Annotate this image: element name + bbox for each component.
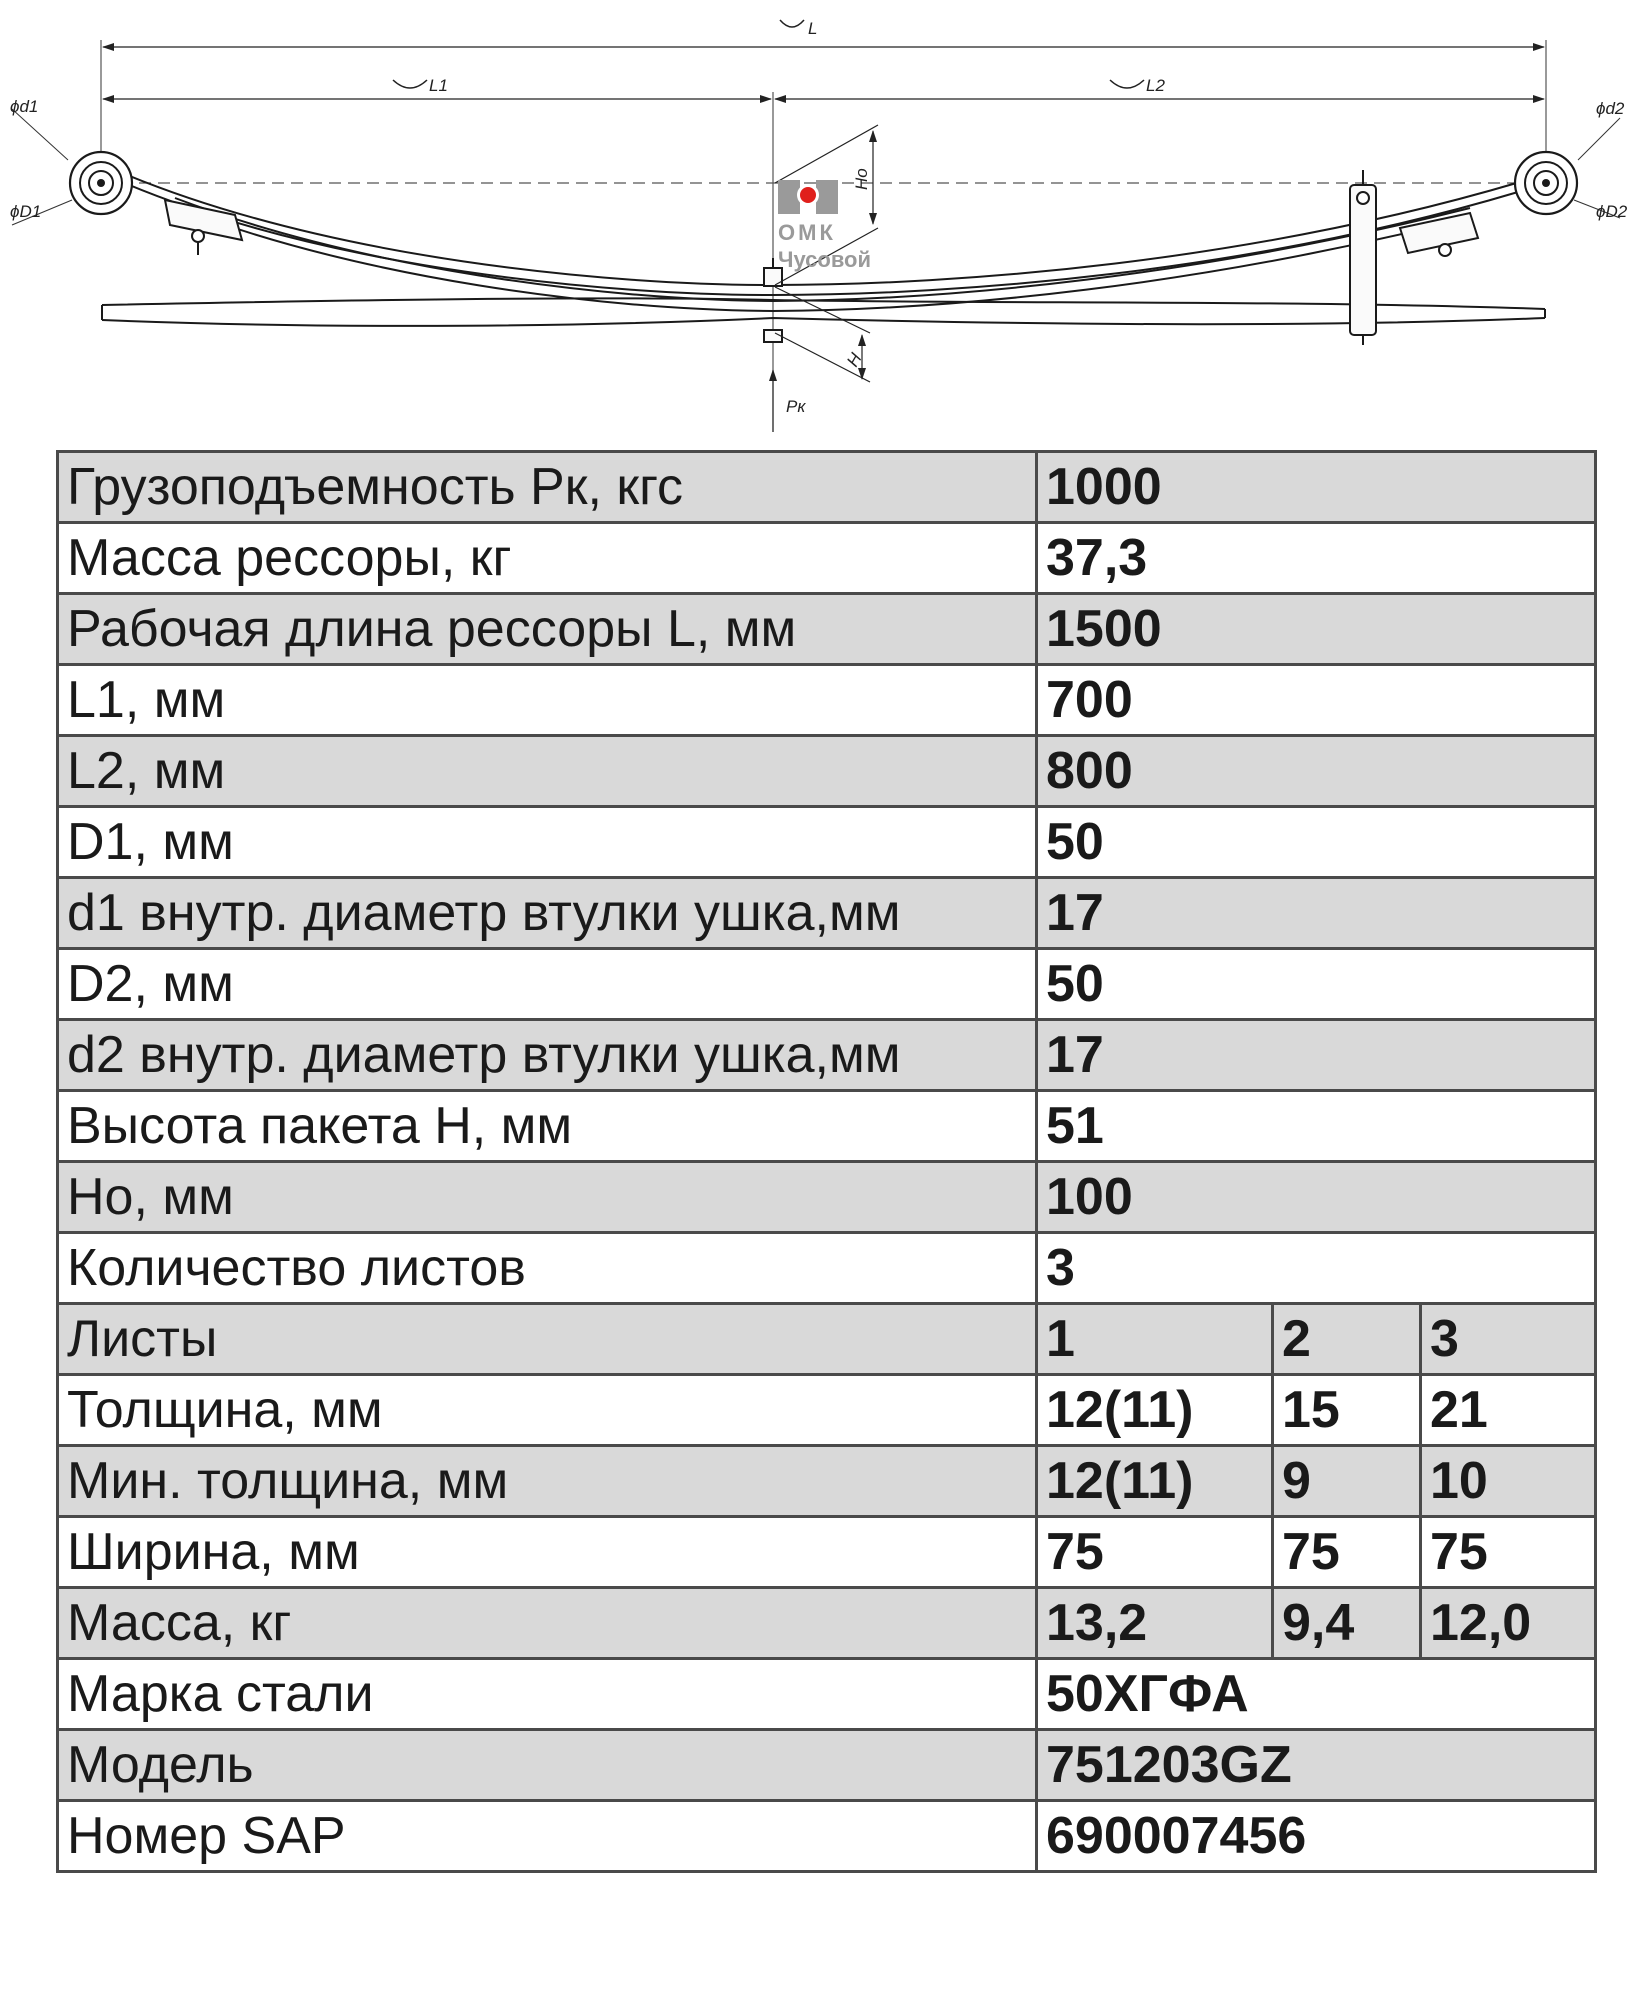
leaf-spec-row bbox=[58, 1446, 1596, 1517]
spec-label: Ho, мм bbox=[58, 1162, 1037, 1233]
spec-label: D2, мм bbox=[58, 949, 1037, 1020]
leaf-spec-label: Мин. толщина, мм bbox=[58, 1446, 1037, 1517]
spec-value: 800 bbox=[1037, 736, 1596, 807]
dim-D1-label: ϕD1 bbox=[10, 202, 42, 221]
extension-lines bbox=[101, 40, 1546, 395]
spec-row bbox=[58, 452, 1596, 523]
spec-value: 17 bbox=[1037, 878, 1596, 949]
spec-label: Высота пакета H, мм bbox=[58, 1091, 1037, 1162]
logo-mark-right bbox=[816, 180, 838, 214]
spec-label: Количество листов bbox=[58, 1233, 1037, 1304]
leaf-spec-value: 12(11) bbox=[1037, 1446, 1273, 1517]
dimension-L1 bbox=[103, 76, 771, 99]
right-eye bbox=[1515, 99, 1628, 221]
leaf-spec-label: Ширина, мм bbox=[58, 1517, 1037, 1588]
leaf-number: 1 bbox=[1037, 1304, 1273, 1375]
leaf-spec-value: 75 bbox=[1421, 1517, 1596, 1588]
spec-row bbox=[58, 1730, 1596, 1801]
left-eye bbox=[10, 97, 132, 225]
logo-red-dot bbox=[800, 187, 816, 203]
spec-value: 50 bbox=[1037, 807, 1596, 878]
spec-value: 100 bbox=[1037, 1162, 1596, 1233]
dimension-L bbox=[103, 19, 1544, 47]
leaf-spec-value: 75 bbox=[1037, 1517, 1273, 1588]
right-rebound-clip bbox=[1400, 213, 1478, 256]
spec-label: D1, мм bbox=[58, 807, 1037, 878]
spec-value: 50ХГФА bbox=[1037, 1659, 1596, 1730]
leaf-spec-label: Толщина, мм bbox=[58, 1375, 1037, 1446]
spec-row bbox=[58, 665, 1596, 736]
leaf-spec-row bbox=[58, 1588, 1596, 1659]
spec-row bbox=[58, 1659, 1596, 1730]
spec-label: Рабочая длина рессоры L, мм bbox=[58, 594, 1037, 665]
spec-label: d1 внутр. диаметр втулки ушка,мм bbox=[58, 878, 1037, 949]
leaf-spec-value: 10 bbox=[1421, 1446, 1596, 1517]
omk-logo bbox=[778, 180, 871, 272]
spec-value: 17 bbox=[1037, 1020, 1596, 1091]
logo-line1: ОМК bbox=[778, 220, 836, 245]
leaf-spec-label: Масса, кг bbox=[58, 1588, 1037, 1659]
spec-row bbox=[58, 594, 1596, 665]
spec-row bbox=[58, 1801, 1596, 1872]
left-rebound-clip bbox=[165, 200, 242, 255]
spec-value: 51 bbox=[1037, 1091, 1596, 1162]
leaf-spec-row bbox=[58, 1517, 1596, 1588]
spec-label: Модель bbox=[58, 1730, 1037, 1801]
spec-value: 3 bbox=[1037, 1233, 1596, 1304]
leaf-spring-drawing bbox=[0, 0, 1649, 440]
spec-label: Номер SAP bbox=[58, 1801, 1037, 1872]
spec-table bbox=[56, 450, 1597, 1873]
spec-row bbox=[58, 949, 1596, 1020]
dim-L-label: L bbox=[808, 19, 818, 38]
logo-line2: Чусовой bbox=[778, 247, 872, 272]
dim-L2-label: L2 bbox=[1146, 76, 1165, 95]
spec-row bbox=[58, 878, 1596, 949]
leaves-header-row bbox=[58, 1304, 1596, 1375]
leaf-spring-svg bbox=[0, 0, 1649, 440]
load-label: Pк bbox=[786, 397, 806, 416]
dim-H-label: H bbox=[843, 349, 866, 370]
leaf-spec-value: 15 bbox=[1273, 1375, 1421, 1446]
spec-label: Марка стали bbox=[58, 1659, 1037, 1730]
spec-row bbox=[58, 736, 1596, 807]
leaf-spec-value: 9,4 bbox=[1273, 1588, 1421, 1659]
leaves-label: Листы bbox=[58, 1304, 1037, 1375]
dim-Ho-label: Ho bbox=[852, 168, 871, 190]
spec-row bbox=[58, 1091, 1596, 1162]
spec-row bbox=[58, 1233, 1596, 1304]
leaf-number: 2 bbox=[1273, 1304, 1421, 1375]
dim-L1-label: L1 bbox=[429, 76, 448, 95]
dim-d1-label: ϕd1 bbox=[10, 97, 39, 116]
spec-value: 50 bbox=[1037, 949, 1596, 1020]
load-arrow bbox=[773, 370, 806, 432]
logo-mark-left bbox=[778, 180, 800, 214]
spec-value: 37,3 bbox=[1037, 523, 1596, 594]
dim-d2-label: ϕd2 bbox=[1596, 99, 1625, 118]
dim-D2-label: ϕD2 bbox=[1596, 202, 1628, 221]
spec-value: 751203GZ bbox=[1037, 1730, 1596, 1801]
spec-label: Масса рессоры, кг bbox=[58, 523, 1037, 594]
leaf-spec-value: 9 bbox=[1273, 1446, 1421, 1517]
leaf-spec-value: 21 bbox=[1421, 1375, 1596, 1446]
spec-row bbox=[58, 523, 1596, 594]
dimension-L2 bbox=[775, 76, 1544, 99]
spec-label: L2, мм bbox=[58, 736, 1037, 807]
leaf-spec-value: 12,0 bbox=[1421, 1588, 1596, 1659]
leaf-spec-value: 75 bbox=[1273, 1517, 1421, 1588]
spec-row bbox=[58, 807, 1596, 878]
leaf-spec-value: 12(11) bbox=[1037, 1375, 1273, 1446]
leaf-number: 3 bbox=[1421, 1304, 1596, 1375]
spec-value: 1500 bbox=[1037, 594, 1596, 665]
spec-value: 1000 bbox=[1037, 452, 1596, 523]
spec-label: Грузоподъемность Рк, кгс bbox=[58, 452, 1037, 523]
spec-value: 690007456 bbox=[1037, 1801, 1596, 1872]
right-shackle bbox=[1350, 170, 1376, 345]
leaf-spec-value: 13,2 bbox=[1037, 1588, 1273, 1659]
spec-label: L1, мм bbox=[58, 665, 1037, 736]
spec-value: 700 bbox=[1037, 665, 1596, 736]
leaf-spec-row bbox=[58, 1375, 1596, 1446]
spec-row bbox=[58, 1162, 1596, 1233]
spec-label: d2 внутр. диаметр втулки ушка,мм bbox=[58, 1020, 1037, 1091]
spec-row bbox=[58, 1020, 1596, 1091]
